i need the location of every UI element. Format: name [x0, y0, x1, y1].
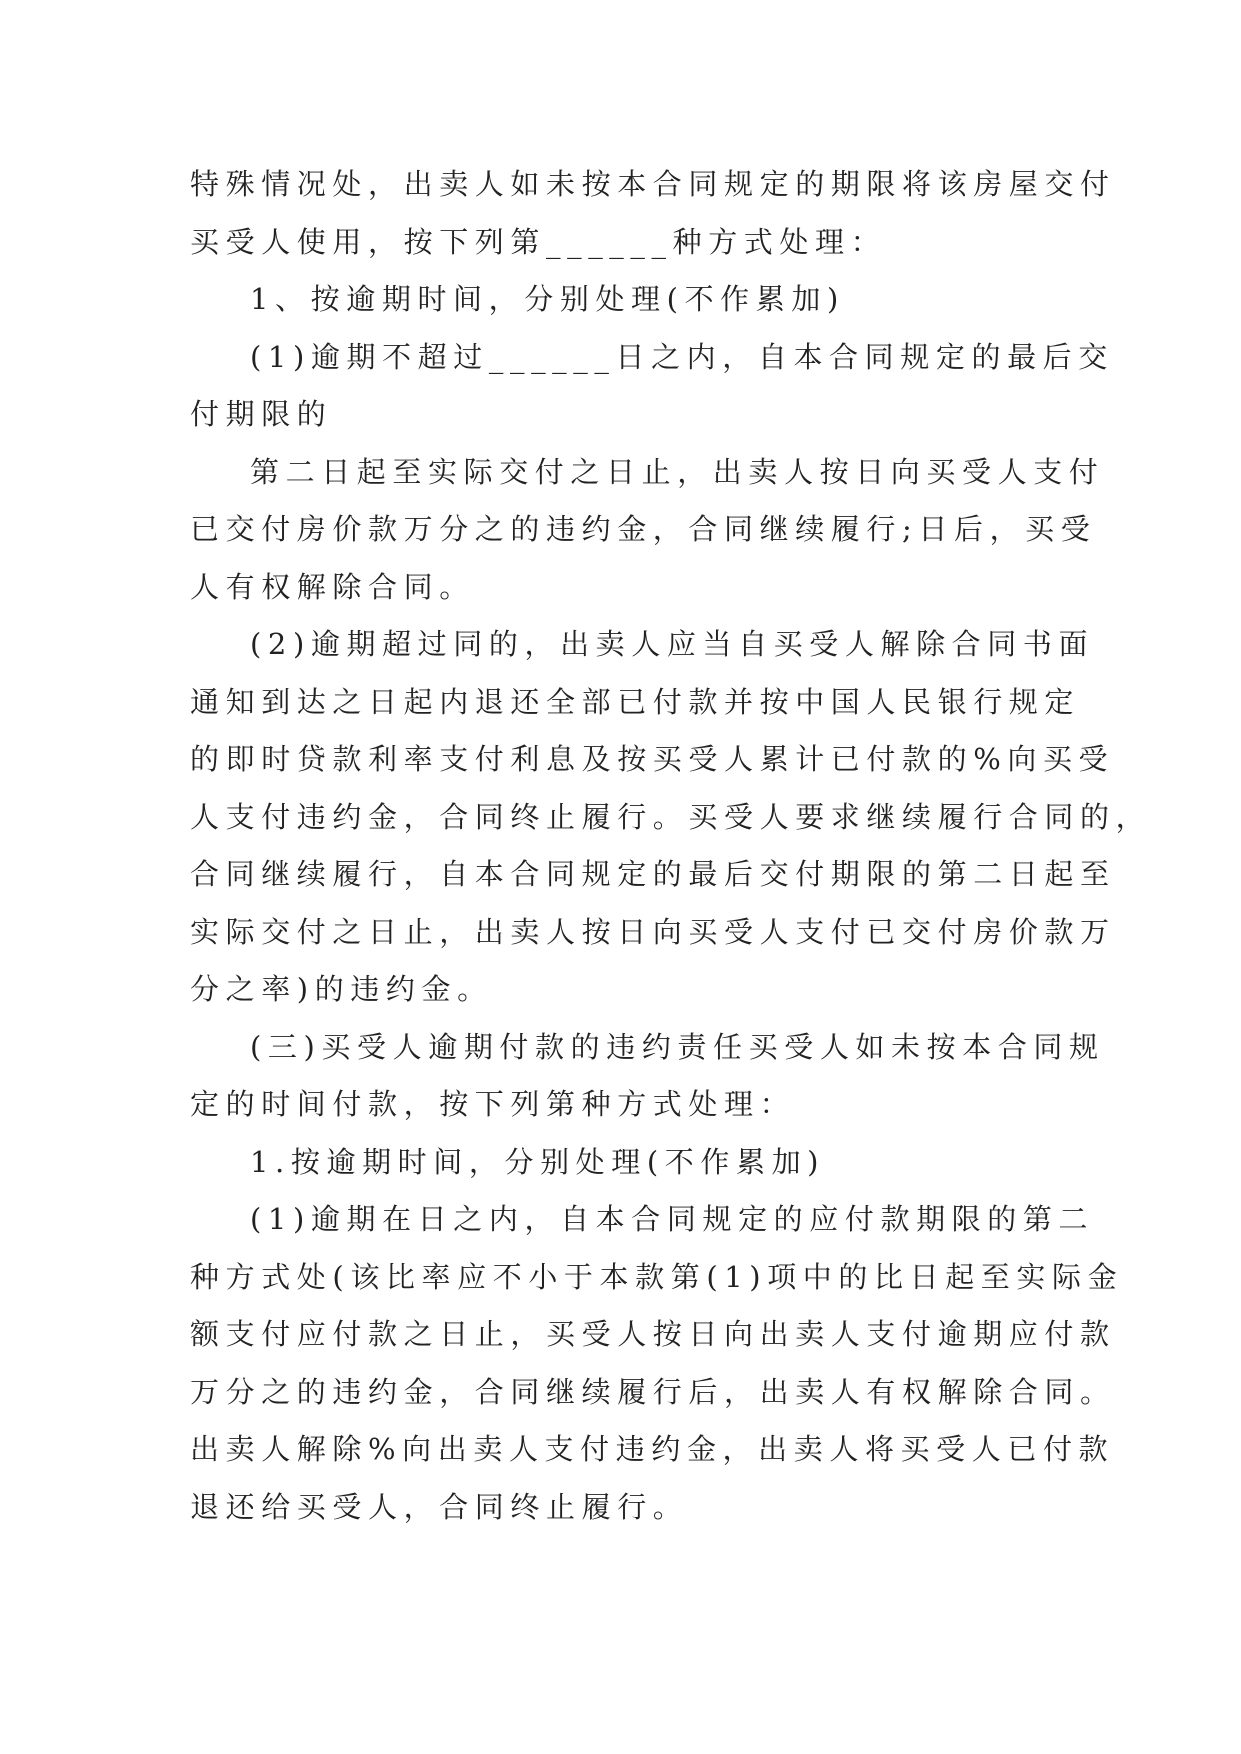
text-line: (1)逾期不超过______日之内，自本合同规定的最后交	[250, 339, 1114, 374]
text-line: (1)逾期在日之内，自本合同规定的应付款期限的第二	[250, 1202, 1095, 1236]
text-line: (2)逾期超过同的，出卖人应当自买受人解除合同书面	[250, 627, 1095, 661]
text-line: (三)买受人逾期付款的违约责任买受人如未按本合同规	[250, 1029, 1105, 1064]
text-line: 万分之的违约金，合同继续履行后，出卖人有权解除合同。	[190, 1374, 1116, 1409]
text-line: 人有权解除合同。	[190, 569, 475, 604]
text-line: 通知到达之日起内退还全部已付款并按中国人民银行规定	[190, 684, 1081, 719]
text-line: 分之率)的违约金。	[190, 972, 493, 1006]
text-line: 付期限的	[190, 397, 333, 431]
text-line: 的即时贷款利率支付利息及按买受人累计已付款的%向买受	[190, 742, 1115, 776]
text-line: 已交付房价款万分之的违约金，合同继续履行;日后，买受	[190, 512, 1097, 546]
text-line: 第二日起至实际交付之日止，出卖人按日向买受人支付	[250, 454, 1105, 489]
text-line: 人支付违约金，合同终止履行。买受人要求继续履行合同的，	[190, 799, 1152, 834]
text-line: 实际交付之日止，出卖人按日向买受人支付已交付房价款万	[190, 914, 1116, 949]
document-body	[190, 156, 1152, 1536]
text-line: 1、按逾期时间，分别处理(不作累加)	[250, 282, 845, 316]
text-line: 定的时间付款，按下列第种方式处理：	[190, 1087, 796, 1121]
text-line: 特殊情况处，出卖人如未按本合同规定的期限将该房屋交付	[190, 167, 1116, 201]
text-line: 合同继续履行，自本合同规定的最后交付期限的第二日起至	[190, 857, 1116, 891]
text-line: 额支付应付款之日止，买受人按日向出卖人支付逾期应付款	[190, 1317, 1116, 1351]
text-line: 1.按逾期时间，分别处理(不作累加)	[250, 1144, 826, 1179]
text-line: 出卖人解除%向出卖人支付违约金，出卖人将买受人已付款	[190, 1432, 1115, 1466]
text-line: 种方式处(该比率应不小于本款第(1)项中的比日起至实际金	[190, 1259, 1124, 1294]
text-line: 退还给买受人，合同终止履行。	[190, 1489, 689, 1524]
text-line: 买受人使用，按下列第______种方式处理：	[190, 224, 887, 259]
